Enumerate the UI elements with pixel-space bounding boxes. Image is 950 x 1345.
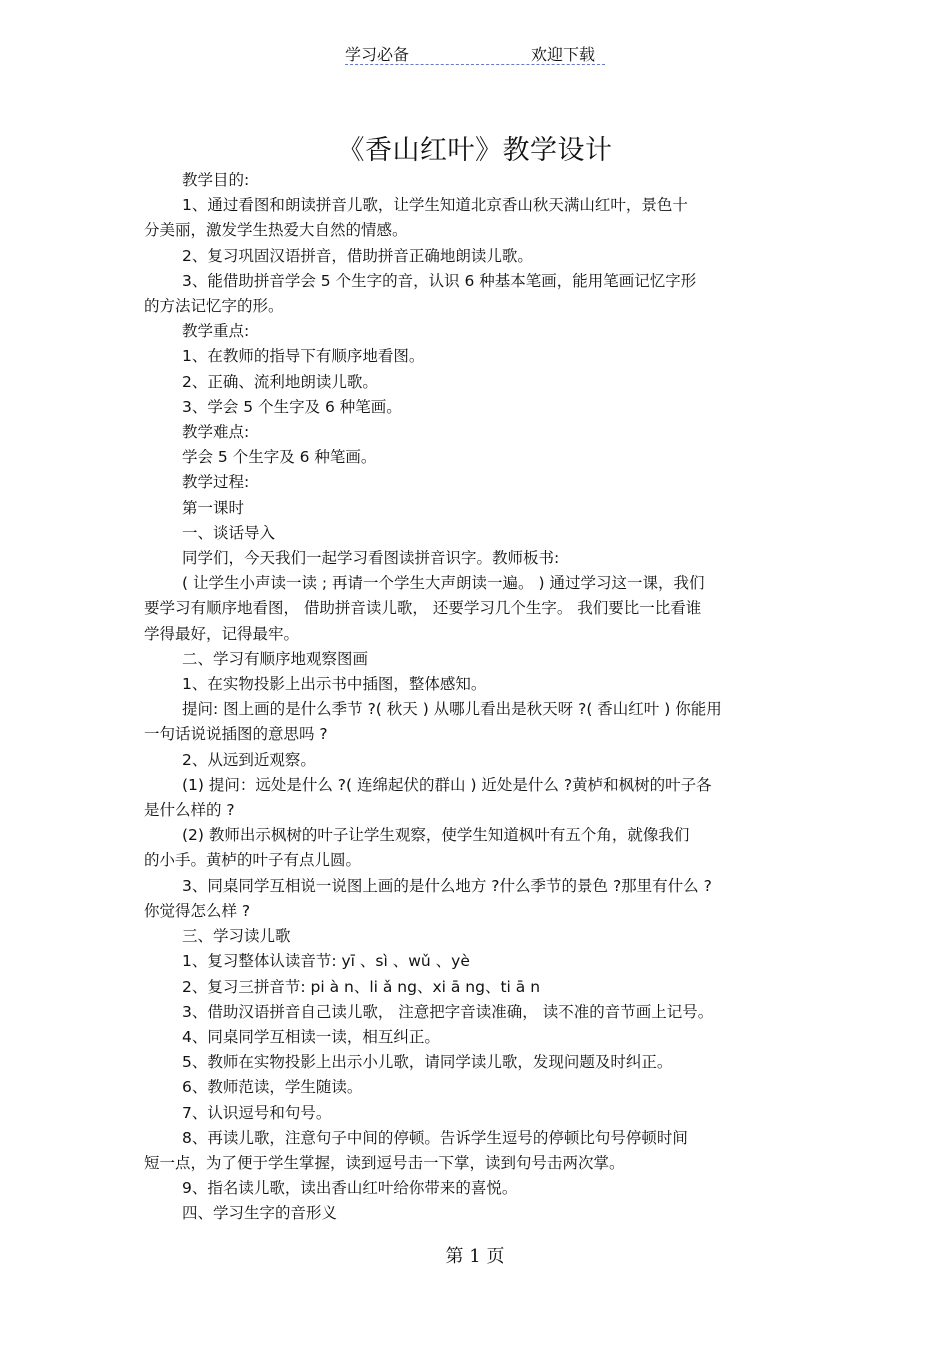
text-line: 教学过程: bbox=[182, 473, 250, 492]
text-line: 2、复习三拼音节: pi à n、li ǎ ng、xi ā ng、ti ā n bbox=[182, 977, 541, 996]
text-line: 6、教师范读，学生随读。 bbox=[182, 1078, 363, 1097]
text-line: 学得最好，记得最牢。 bbox=[144, 624, 300, 643]
header-left-text: 学习必备 bbox=[345, 45, 410, 64]
header-right-text: 欢迎下载 bbox=[531, 45, 596, 64]
text-line: 3、能借助拼音学会 5 个生字的音，认识 6 种基本笔画，能用笔画记忆字形 bbox=[182, 271, 697, 290]
text-line: 三、学习读儿歌 bbox=[182, 927, 291, 946]
text-line: 1、复习整体认读音节: yī 、sì 、wǔ 、yè bbox=[182, 952, 470, 971]
text-line: 4、同桌同学互相读一读，相互纠正。 bbox=[182, 1027, 440, 1046]
text-line: 9、指名读儿歌，读出香山红叶给你带来的喜悦。 bbox=[182, 1179, 518, 1198]
text-line: 一句话说说插图的意思吗 ? bbox=[144, 725, 328, 744]
text-line: 2、复习巩固汉语拼音，借助拼音正确地朗读儿歌。 bbox=[182, 246, 533, 265]
text-line: 1、在教师的指导下有顺序地看图。 bbox=[182, 347, 425, 366]
document-title: 《香山红叶》教学设计 bbox=[337, 135, 613, 166]
page-number: 第 1 页 bbox=[445, 1246, 505, 1267]
text-line: 2、从远到近观察。 bbox=[182, 750, 316, 769]
text-line: 教学重点: bbox=[182, 322, 250, 341]
text-line: 短一点，为了便于学生掌握，读到逗号击一下掌，读到句号击两次掌。 bbox=[144, 1153, 625, 1172]
text-line: 你觉得怎么样 ? bbox=[144, 901, 251, 920]
text-line: 的小手。黄栌的叶子有点儿圆。 bbox=[144, 851, 362, 870]
page-header bbox=[345, 40, 605, 65]
text-line: 3、学会 5 个生字及 6 种笔画。 bbox=[182, 397, 402, 416]
text-line: 5、教师在实物投影上出示小儿歌，请同学读儿歌，发现问题及时纠正。 bbox=[182, 1053, 673, 1072]
text-line: 3、同桌同学互相说一说图上画的是什么地方 ?什么季节的景色 ?那里有什么 ? bbox=[182, 876, 712, 895]
text-line: 2、正确、流利地朗读儿歌。 bbox=[182, 372, 378, 391]
text-line: 8、再读儿歌，注意句子中间的停顿。告诉学生逗号的停顿比句号停顿时间 bbox=[182, 1128, 688, 1147]
text-line: 提问: 图上画的是什么季节 ?( 秋天 ) 从哪儿看出是秋天呀 ?( 香山红叶 ) 你能用 bbox=[182, 700, 722, 719]
text-line: 分美丽，激发学生热爱大自然的情感。 bbox=[144, 221, 408, 240]
text-line: (2) 教师出示枫树的叶子让学生观察，使学生知道枫叶有五个角，就像我们 bbox=[182, 826, 690, 845]
text-line: 是什么样的 ? bbox=[144, 801, 235, 820]
text-line: 7、认识逗号和句号。 bbox=[182, 1103, 332, 1122]
text-line: 四、学习生字的音形义 bbox=[182, 1204, 338, 1223]
text-line: 教学目的: bbox=[182, 171, 250, 189]
text-line: 学会 5 个生字及 6 种笔画。 bbox=[182, 448, 377, 467]
text-line: 3、借助汉语拼音自己读儿歌， 注意把字音读准确， 读不准的音节画上记号。 bbox=[182, 1002, 714, 1021]
text-line: ( 让学生小声读一读 ; 再请一个学生大声朗读一遍。 ) 通过学习这一课，我们 bbox=[182, 574, 705, 593]
text-line: 要学习有顺序地看图， 借助拼音读儿歌， 还要学习几个生字。 我们要比一比看谁 bbox=[144, 599, 702, 618]
text-line: 1、在实物投影上出示书中插图，整体感知。 bbox=[182, 675, 487, 694]
text-line: 一、谈话导入 bbox=[182, 523, 276, 542]
text-line: 同学们，今天我们一起学习看图读拼音识字。教师板书: bbox=[182, 549, 560, 568]
text-line: (1) 提问：远处是什么 ?( 连绵起伏的群山 ) 近处是什么 ?黄栌和枫树的叶子各 bbox=[182, 775, 712, 794]
text-line: 教学难点: bbox=[182, 423, 250, 442]
text-line: 二、学习有顺序地观察图画 bbox=[182, 649, 369, 668]
document-body bbox=[144, 168, 814, 1227]
text-line: 1、通过看图和朗读拼音儿歌，让学生知道北京香山秋天满山红叶，景色十 bbox=[182, 196, 688, 215]
text-line: 的方法记忆字的形。 bbox=[144, 297, 284, 316]
text-line: 第一课时 bbox=[182, 498, 245, 517]
